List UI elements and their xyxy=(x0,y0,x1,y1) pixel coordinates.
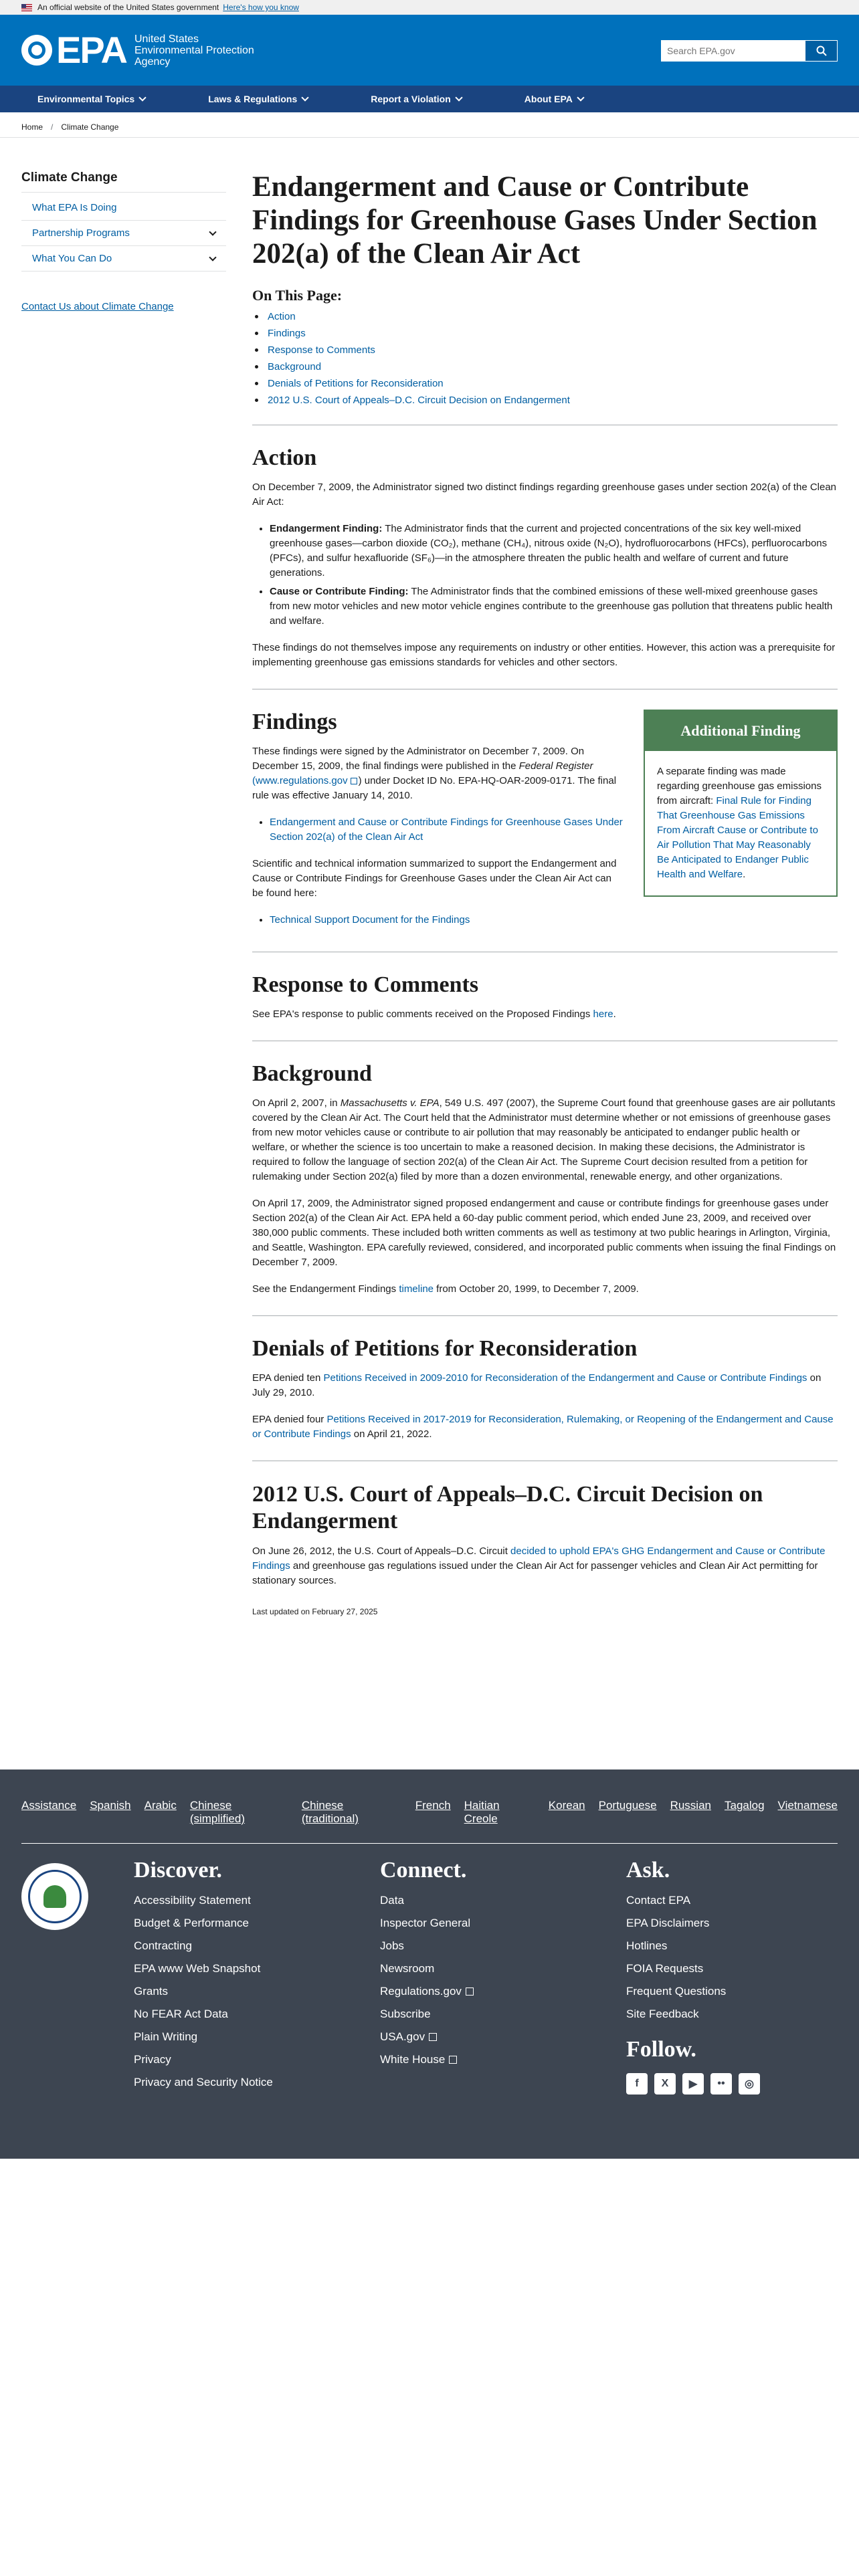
lang-link-russian[interactable]: Russian xyxy=(670,1799,711,1812)
footer-link-contact-epa[interactable]: Contact EPA xyxy=(626,1894,691,1907)
breadcrumb-climate-change[interactable]: Climate Change xyxy=(61,122,119,132)
nav-laws-regulations[interactable]: Laws & Regulations xyxy=(192,94,322,104)
nav-report-violation[interactable]: Report a Violation xyxy=(355,94,476,104)
aircraft-rule-link[interactable]: Final Rule for Finding That Greenhouse Gas Emissions From Aircraft Cause or Contribute to Air Pollution That May Reasonably Be Anticipated to Endanger Public Health and Welfare xyxy=(657,795,818,880)
sidebar-item-what-you-can-do[interactable]: What You Can Do xyxy=(21,246,226,272)
page-title: Endangerment and Cause or Contribute Findings for Greenhouse Gases Under Section 202(a) of the Clean Air Act xyxy=(252,171,818,270)
section-findings-heading: Findings xyxy=(252,710,337,734)
footer-link-usa-gov[interactable]: USA.gov xyxy=(380,2030,474,2044)
footer-link-site-feedback[interactable]: Site Feedback xyxy=(626,2008,699,2020)
lang-link-tagalog[interactable]: Tagalog xyxy=(724,1799,765,1812)
action-outro: These findings do not themselves impose any requirements on industry or other entities. However, this action was a prerequisite for implementing greenhouse gas emissions standards for vehicles and other sectors. xyxy=(252,642,836,668)
footer-link-accessibility-statement[interactable]: Accessibility Statement xyxy=(134,1894,251,1907)
lang-link-chinese-simplified[interactable]: Chinese (simplified) xyxy=(189,1799,246,1825)
lang-link-french[interactable]: French xyxy=(415,1799,451,1812)
external-link-icon xyxy=(351,778,357,784)
background-p2: On April 17, 2009, the Administrator signed proposed endangerment and cause or contribute findings for greenhouse gases under Section 202(a) of the Clean Air Act. EPA held a 60-day public comment period, which ended June 23, 2009, and received over 380,000 public comments. These included both written comments as well as testimony at two public hearings in Arlington, Virginia, and Seattle, Washington. EPA carefully reviewed, considered, and incorporated public comments when issuing the final Findings on December 7, 2009. xyxy=(252,1198,836,1268)
lang-link-spanish[interactable]: Spanish xyxy=(90,1799,131,1812)
toc-link-response[interactable]: Response to Comments xyxy=(268,344,375,356)
footer-link-epa-disclaimers[interactable]: EPA Disclaimers xyxy=(626,1917,710,1929)
lang-link-assistance[interactable]: Assistance xyxy=(21,1799,77,1812)
sidebar-item-partnership-programs[interactable]: Partnership Programs xyxy=(21,221,226,246)
footer-link-epa-www-web-snapshot[interactable]: EPA www Web Snapshot xyxy=(134,1962,261,1975)
lang-link-vietnamese[interactable]: Vietnamese xyxy=(777,1799,838,1812)
us-flag-icon xyxy=(21,4,32,11)
toc-link-findings[interactable]: Findings xyxy=(268,328,306,339)
additional-finding-title: Additional Finding xyxy=(645,711,836,751)
agency-name: United States Environmental Protection Agency xyxy=(134,33,254,68)
lang-link-arabic[interactable]: Arabic xyxy=(144,1799,177,1812)
action-intro: On December 7, 2009, the Administrator signed two distinct findings regarding greenhouse gases under section 202(a) of the Clean Air Act: xyxy=(252,481,837,508)
response-text: See EPA's response to public comments received on the Proposed Findings here. xyxy=(252,1008,616,1020)
footer-link-frequent-questions[interactable]: Frequent Questions xyxy=(626,1985,727,1998)
footer-discover: Discover. Accessibility Statement Budget & Performance Contracting EPA www Web Snapshot Grants No FEAR Act Data Plain Writing Privacy Privacy and Security Notice xyxy=(134,1858,273,2088)
section-response-heading: Response to Comments xyxy=(252,972,479,997)
background-p1: On April 2, 2007, in Massachusetts v. EPA, 549 U.S. 497 (2007), the Supreme Court found that greenhouse gases are air pollutants covered by the Clean Air Act. The Court held that the Administrator must determine whether or not emissions of greenhouse gases from new motor vehicles cause or contribute to air pollution that may reasonably be anticipated to endanger public health or welfare, or whether the science is too uncertain to make a reasoned decision. In making these decisions, the Administrator is required to follow the language of section 202(a) of the Clean Air Act. The Supreme Court decision resulted from a petition for rulemaking under Section 202(a) filed by more than a dozen environmental, renewable energy, and other organizations. xyxy=(252,1097,836,1182)
youtube-icon[interactable]: ▶ xyxy=(682,2073,704,2095)
footer-link-no-fear-act-data[interactable]: No FEAR Act Data xyxy=(134,2008,228,2020)
toc-link-denials[interactable]: Denials of Petitions for Reconsideration xyxy=(268,378,444,389)
footer-link-newsroom[interactable]: Newsroom xyxy=(380,1962,435,1975)
chevron-down-icon xyxy=(209,253,216,261)
footer-link-plain-writing[interactable]: Plain Writing xyxy=(134,2030,198,2043)
action-list xyxy=(270,522,838,629)
background-p3: See the Endangerment Findings timeline from October 20, 1999, to December 7, 2009. xyxy=(252,1283,639,1295)
footer-link-hotlines[interactable]: Hotlines xyxy=(626,1939,668,1952)
toc-list xyxy=(255,311,838,406)
sidebar-item-what-epa-is-doing[interactable]: What EPA Is Doing xyxy=(21,195,226,221)
footer-link-grants[interactable]: Grants xyxy=(134,1985,169,1998)
lang-link-chinese-traditional[interactable]: Chinese (traditional) xyxy=(301,1799,359,1825)
footer-link-privacy-and-security-notice[interactable]: Privacy and Security Notice xyxy=(134,2076,273,2088)
response-here-link[interactable]: here xyxy=(593,1008,613,1020)
flickr-icon[interactable]: •• xyxy=(710,2073,732,2095)
toc-link-background[interactable]: Background xyxy=(268,361,322,372)
section-action-heading: Action xyxy=(252,445,317,470)
chevron-down-icon xyxy=(209,228,216,235)
petitions-2017-link[interactable]: Petitions Received in 2017-2019 for Reconsideration, Rulemaking, or Reopening of the Endangerment and Cause or Contribute Findings xyxy=(252,1414,834,1440)
epa-flower-icon xyxy=(21,35,52,66)
findings-document-link[interactable]: Endangerment and Cause or Contribute Findings for Greenhouse Gases Under Section 202(a) of the Clean Air Act xyxy=(270,817,623,843)
chevron-down-icon xyxy=(455,94,462,101)
breadcrumb: Home / Climate Change xyxy=(0,112,859,138)
gov-banner xyxy=(0,0,859,15)
footer-ask: Ask. Contact EPA EPA Disclaimers Hotlines FOIA Requests Frequent Questions Site Feedback Follow. f X ▶ •• ◎ xyxy=(626,1858,760,2095)
section-court-heading: 2012 U.S. Court of Appeals–D.C. Circuit Decision on Endangerment xyxy=(252,1482,763,1533)
footer-link-jobs[interactable]: Jobs xyxy=(380,1939,404,1952)
language-links xyxy=(0,1769,859,1826)
last-updated: Last updated on February 27, 2025 xyxy=(252,1607,378,1616)
site-footer xyxy=(0,1769,859,2159)
breadcrumb-home[interactable]: Home xyxy=(21,122,43,132)
footer-link-contracting[interactable]: Contracting xyxy=(134,1939,192,1952)
lang-link-haitian-creole[interactable]: Haitian Creole xyxy=(464,1799,500,1825)
list-item: • Endangerment Finding: The Administrator finds that the current and projected concentrations of the six key well-mixed greenhouse gases—carbon dioxide (CO₂), methane (CH₄), nitrous oxide (N₂O), hydrofluorocarbons (HFCs), perfluorocarbons (PFCs), and sulfur hexafluoride (SF₆)—in the atmosphere threaten the public health and welfare of current and future generations. xyxy=(270,522,838,580)
footer-link-privacy[interactable]: Privacy xyxy=(134,2053,171,2066)
main-nav xyxy=(0,86,859,112)
social-links xyxy=(626,2073,760,2095)
external-link-icon xyxy=(466,1988,474,1996)
sidebar xyxy=(21,171,226,312)
epa-logo[interactable]: EPA United States Environmental Protection Agency xyxy=(21,31,268,69)
petitions-2009-link[interactable]: Petitions Received in 2009-2010 for Reconsideration of the Endangerment and Cause or Contribute Findings xyxy=(323,1372,807,1384)
footer-link-foia-requests[interactable]: FOIA Requests xyxy=(626,1962,704,1975)
timeline-link[interactable]: timeline xyxy=(399,1283,434,1295)
denials-p1: EPA denied ten Petitions Received in 2009-2010 for Reconsideration of the Endangerment and Cause or Contribute Findings on July 29, 2010. xyxy=(252,1372,822,1398)
nav-about-epa[interactable]: About EPA xyxy=(508,94,598,104)
footer-link-data[interactable]: Data xyxy=(380,1894,404,1907)
findings-paragraph: These findings were signed by the Administrator on December 7, 2009. On December 15, 2009, the final findings were published in the Federal Register (www.regulations.gov ) under Docket ID No. EPA-HQ-OAR-2009-0171. The final rule was effective January 14, 2010. xyxy=(252,746,617,801)
regulations-gov-link[interactable]: (www.regulations.gov xyxy=(252,775,348,786)
epa-seal-icon xyxy=(21,1863,88,1930)
nav-environmental-topics[interactable]: Environmental Topics xyxy=(21,94,160,104)
main-content xyxy=(252,171,838,1616)
external-link-icon xyxy=(449,2056,457,2064)
additional-finding-box: Additional Finding A separate finding was made regarding greenhouse gas emissions from aircraft: Final Rule for Finding That Greenhouse Gas Emissions From Aircraft Cause or Contribute to Air Pollution That May Reasonably Be Anticipated to Endanger Public Health and Welfare. xyxy=(644,710,838,897)
list-item: • Cause or Contribute Finding: The Administrator finds that the combined emissions of these well-mixed greenhouse gases from new motor vehicles and new motor vehicle engines contribute to the greenhouse gas pollution that threatens public health and welfare. xyxy=(270,584,838,629)
site-header xyxy=(0,15,859,86)
section-background-heading: Background xyxy=(252,1061,372,1086)
footer-link-subscribe[interactable]: Subscribe xyxy=(380,2008,431,2020)
toc-link-action[interactable]: Action xyxy=(268,311,296,322)
lang-link-portuguese[interactable]: Portuguese xyxy=(598,1799,657,1812)
section-denials-heading: Denials of Petitions for Reconsideration xyxy=(252,1336,638,1361)
footer-link-budget-performance[interactable]: Budget & Performance xyxy=(134,1917,249,1929)
findings-paragraph-2: Scientific and technical information summarized to support the Endangerment and Cause or Contribute Findings for Greenhouse Gases under the Clean Air Act can be found here: xyxy=(252,858,617,899)
external-link-icon xyxy=(429,2033,437,2041)
chevron-down-icon xyxy=(302,94,309,101)
lang-link-korean[interactable]: Korean xyxy=(548,1799,585,1812)
contact-us-link[interactable]: Contact Us about Climate Change xyxy=(21,301,174,312)
footer-connect: Connect. Data Inspector General Jobs Newsroom Regulations.gov Subscribe USA.gov White House xyxy=(380,1858,474,2076)
chevron-down-icon xyxy=(139,94,147,101)
toc-link-court[interactable]: 2012 U.S. Court of Appeals–D.C. Circuit Decision on Endangerment xyxy=(268,395,570,406)
search-icon xyxy=(816,45,827,56)
search-form xyxy=(661,40,838,62)
x-icon[interactable]: X xyxy=(654,2073,676,2095)
toc-title: On This Page: xyxy=(252,287,343,304)
heres-how-you-know-link[interactable]: Here's how you know xyxy=(223,3,299,12)
footer-link-regulations-gov[interactable]: Regulations.gov xyxy=(380,1985,474,1998)
court-decision-link[interactable]: decided to uphold EPA's GHG Endangerment and Cause or Contribute Findings xyxy=(252,1545,826,1572)
footer-link-inspector-general[interactable]: Inspector General xyxy=(380,1917,471,1929)
denials-p2: EPA denied four Petitions Received in 2017-2019 for Reconsideration, Rulemaking, or Reopening of the Endangerment and Cause or Contribute Findings on April 21, 2022. xyxy=(252,1414,834,1440)
technical-support-link[interactable]: Technical Support Document for the Findings xyxy=(270,914,470,926)
sidebar-title: Climate Change xyxy=(21,171,226,193)
footer-link-white-house[interactable]: White House xyxy=(380,2053,474,2066)
search-button[interactable] xyxy=(805,40,838,62)
chevron-down-icon xyxy=(577,94,584,101)
facebook-icon[interactable]: f xyxy=(626,2073,648,2095)
gov-banner-text: An official website of the United States government xyxy=(37,3,219,12)
instagram-icon[interactable]: ◎ xyxy=(739,2073,760,2095)
search-input[interactable] xyxy=(661,40,805,62)
court-paragraph: On June 26, 2012, the U.S. Court of Appeals–D.C. Circuit decided to uphold EPA's GHG Endangerment and Cause or Contribute Findings and greenhouse gas regulations issued under the Clean Air Act for passenger vehicles and Clean Air Act permitting for stationary sources. xyxy=(252,1545,826,1586)
